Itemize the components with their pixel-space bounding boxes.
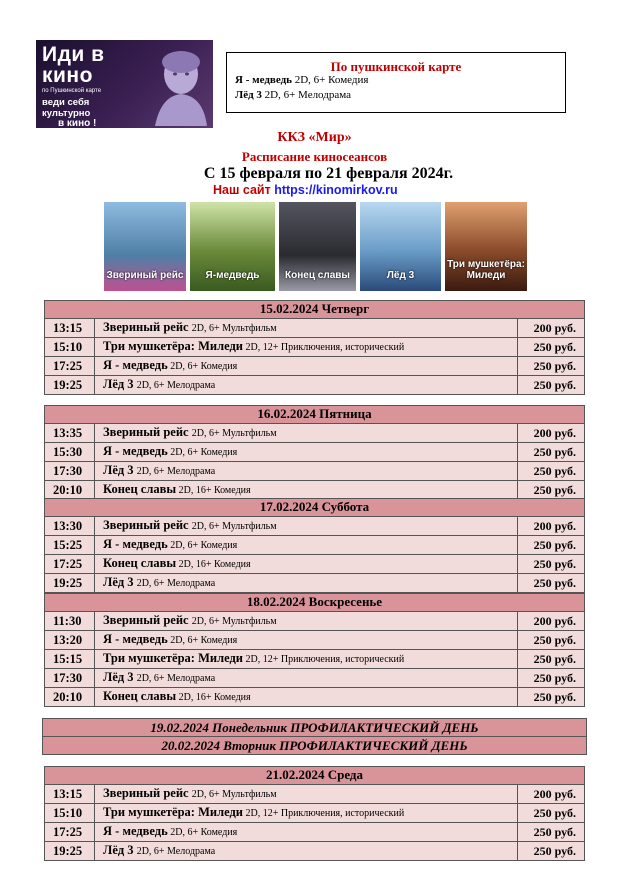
movie-info: 2D, 6+ Комедия — [167, 446, 238, 458]
table-row — [45, 535, 585, 554]
movie-name: Лёд 3 — [103, 462, 137, 477]
session-price: 200 руб. — [518, 611, 585, 630]
session-title — [95, 423, 518, 442]
pushkin-card-promo-banner — [36, 40, 213, 128]
table-row — [45, 337, 585, 356]
poster-i-bear[interactable] — [190, 202, 275, 291]
movie-name: Звериный рейс — [103, 517, 192, 532]
movie-name: Конец славы — [103, 688, 177, 703]
session-title — [95, 461, 518, 480]
movie-info: 2D, 6+ Комедия — [167, 634, 238, 646]
poster-title: Звериный рейс — [106, 270, 184, 281]
movie-info: 2D, 16+ Комедия — [176, 691, 251, 703]
session-time: 17:25 — [45, 554, 95, 573]
session-price: 250 руб. — [518, 554, 585, 573]
session-title — [95, 318, 518, 337]
session-title — [95, 356, 518, 375]
poster-three-musketeers[interactable] — [445, 202, 527, 291]
promo-line-3: веди себя — [42, 97, 90, 108]
movie-name: Три мушкетёра: Миледи — [103, 804, 243, 819]
movie-name: Лёд 3 — [103, 376, 137, 391]
session-price: 250 руб. — [518, 668, 585, 687]
session-price: 250 руб. — [518, 375, 585, 394]
session-time: 13:20 — [45, 630, 95, 649]
session-title — [95, 630, 518, 649]
pushkin-item-name: Лёд 3 — [235, 89, 262, 101]
movie-name: Я - медведь — [103, 631, 168, 646]
session-time: 13:35 — [45, 423, 95, 442]
table-row — [45, 442, 585, 461]
session-price: 250 руб. — [518, 442, 585, 461]
table-row — [45, 375, 585, 394]
poster-end-of-glory[interactable] — [279, 202, 356, 291]
session-time: 15:30 — [45, 442, 95, 461]
schedule-day-table — [44, 766, 585, 861]
movie-name: Лёд 3 — [103, 669, 137, 684]
movie-name: Три мушкетёра: Миледи — [103, 338, 243, 353]
movie-info: 2D, 16+ Комедия — [176, 484, 251, 496]
session-time: 17:25 — [45, 356, 95, 375]
table-row — [45, 784, 585, 803]
movie-info: 2D, 12+ Приключения, исторический — [243, 341, 405, 353]
pushkin-card-box — [226, 52, 566, 113]
poster-animal-race[interactable] — [104, 202, 186, 291]
pushkin-item-name: Я - медведь — [235, 74, 292, 86]
session-price: 250 руб. — [518, 803, 585, 822]
session-price: 200 руб. — [518, 516, 585, 535]
table-row — [45, 356, 585, 375]
session-time: 17:30 — [45, 668, 95, 687]
session-title — [95, 554, 518, 573]
session-title — [95, 480, 518, 499]
movie-info: 2D, 6+ Мультфильм — [191, 427, 277, 439]
website-link[interactable]: https://kinomirkov.ru — [274, 183, 398, 197]
session-title — [95, 687, 518, 706]
session-title — [95, 841, 518, 860]
session-price: 250 руб. — [518, 630, 585, 649]
movie-info: 2D, 6+ Мультфильм — [191, 520, 277, 532]
pushkin-item-info: 2D, 6+ Мелодрама — [264, 89, 351, 101]
session-title — [95, 442, 518, 461]
movie-name: Я - медведь — [103, 823, 168, 838]
session-title — [95, 611, 518, 630]
pushkin-box-title: По пушкинской карте — [330, 59, 462, 74]
pushkin-box-item — [235, 89, 351, 101]
session-time: 20:10 — [45, 687, 95, 706]
movie-name: Я - медведь — [103, 357, 168, 372]
schedule-day-table — [44, 405, 585, 500]
table-row — [45, 687, 585, 706]
session-time: 19:25 — [45, 841, 95, 860]
website-label: Наш сайт — [213, 183, 271, 197]
session-price: 200 руб. — [518, 423, 585, 442]
poster-title: Три мушкетёра: Миледи — [447, 259, 525, 281]
session-time: 15:25 — [45, 535, 95, 554]
session-time: 11:30 — [45, 611, 95, 630]
movie-name: Я - медведь — [103, 536, 168, 551]
session-price: 200 руб. — [518, 784, 585, 803]
maintenance-day: 19.02.2024 Понедельник ПРОФИЛАКТИЧЕСКИЙ ДЕНЬ — [42, 718, 587, 737]
movie-info: 2D, 6+ Мелодрама — [136, 672, 216, 684]
poster-title: Лёд 3 — [386, 270, 415, 281]
schedule-day-table — [44, 593, 585, 707]
table-row — [45, 480, 585, 499]
session-title — [95, 516, 518, 535]
session-price: 250 руб. — [518, 480, 585, 499]
session-time: 19:25 — [45, 375, 95, 394]
session-title — [95, 535, 518, 554]
movie-info: 2D, 6+ Мелодрама — [136, 845, 216, 857]
schedule-subtitle: Расписание киносеансов — [241, 149, 388, 164]
movie-name: Звериный рейс — [103, 612, 192, 627]
session-title — [95, 573, 518, 592]
poster-title: Я-медведь — [205, 270, 260, 281]
promo-line-1: Иди в — [42, 43, 105, 66]
movie-info: 2D, 12+ Приключения, исторический — [243, 807, 405, 819]
session-price: 250 руб. — [518, 822, 585, 841]
movie-name: Конец славы — [103, 481, 177, 496]
movie-info: 2D, 6+ Мультфильм — [191, 615, 277, 627]
movie-name: Три мушкетёра: Миледи — [103, 650, 243, 665]
session-title — [95, 649, 518, 668]
movie-info: 2D, 6+ Мультфильм — [191, 788, 277, 800]
session-time: 17:25 — [45, 822, 95, 841]
org-title: ККЗ «Мир» — [277, 130, 352, 145]
movie-name: Звериный рейс — [103, 785, 192, 800]
promo-sub: по Пушкинской карте — [42, 88, 102, 94]
session-time: 19:25 — [45, 573, 95, 592]
movie-info: 2D, 6+ Комедия — [167, 539, 238, 551]
movie-name: Лёд 3 — [103, 842, 137, 857]
session-price: 250 руб. — [518, 535, 585, 554]
movie-info: 2D, 16+ Комедия — [176, 558, 251, 570]
movie-name: Я - медведь — [103, 443, 168, 458]
session-price: 250 руб. — [518, 356, 585, 375]
promo-line-2: кино — [42, 64, 93, 87]
poster-title: Конец славы — [285, 270, 350, 281]
session-title — [95, 375, 518, 394]
table-row — [45, 668, 585, 687]
session-time: 13:15 — [45, 784, 95, 803]
session-title — [95, 822, 518, 841]
table-row — [45, 630, 585, 649]
movie-info: 2D, 6+ Мультфильм — [191, 322, 277, 334]
session-price: 200 руб. — [518, 318, 585, 337]
table-row — [45, 649, 585, 668]
session-price: 250 руб. — [518, 841, 585, 860]
promo-line-4: культурно — [42, 108, 91, 119]
session-title — [95, 337, 518, 356]
session-title — [95, 668, 518, 687]
pushkin-bust-icon — [147, 48, 209, 126]
day-header: 21.02.2024 Среда — [45, 767, 585, 785]
movie-name: Звериный рейс — [103, 319, 192, 334]
session-price: 250 руб. — [518, 573, 585, 592]
day-header: 18.02.2024 Воскресенье — [45, 594, 585, 612]
pushkin-item-info: 2D, 6+ Комедия — [294, 74, 369, 86]
day-header: 15.02.2024 Четверг — [45, 301, 585, 319]
maintenance-days — [42, 718, 587, 755]
session-time: 17:30 — [45, 461, 95, 480]
movie-info: 2D, 6+ Комедия — [167, 360, 238, 372]
session-time: 20:10 — [45, 480, 95, 499]
movie-name: Конец славы — [103, 555, 177, 570]
table-row — [45, 573, 585, 592]
website-line — [213, 183, 398, 197]
maintenance-day: 20.02.2024 Вторник ПРОФИЛАКТИЧЕСКИЙ ДЕНЬ — [42, 737, 587, 755]
table-row — [45, 803, 585, 822]
table-row — [45, 841, 585, 860]
movie-info: 2D, 6+ Мелодрама — [136, 379, 216, 391]
pushkin-box-item — [235, 74, 368, 86]
table-row — [45, 461, 585, 480]
schedule-day-table — [44, 498, 585, 593]
session-time: 13:30 — [45, 516, 95, 535]
movie-info: 2D, 6+ Мелодрама — [136, 465, 216, 477]
session-title — [95, 784, 518, 803]
session-price: 250 руб. — [518, 461, 585, 480]
promo-line-5: в кино ! — [58, 118, 97, 128]
session-time: 13:15 — [45, 318, 95, 337]
session-time: 15:10 — [45, 337, 95, 356]
movie-name: Звериный рейс — [103, 424, 192, 439]
session-time: 15:15 — [45, 649, 95, 668]
table-row — [45, 516, 585, 535]
table-row — [45, 318, 585, 337]
movie-name: Лёд 3 — [103, 574, 137, 589]
session-price: 250 руб. — [518, 337, 585, 356]
session-price: 250 руб. — [518, 687, 585, 706]
day-header: 17.02.2024 Суббота — [45, 499, 585, 517]
poster-ice-3[interactable] — [360, 202, 441, 291]
table-row — [45, 554, 585, 573]
session-time: 15:10 — [45, 803, 95, 822]
table-row — [45, 611, 585, 630]
schedule-day-table — [44, 300, 585, 395]
session-title — [95, 803, 518, 822]
movie-info: 2D, 12+ Приключения, исторический — [243, 653, 405, 665]
session-price: 250 руб. — [518, 649, 585, 668]
movie-info: 2D, 6+ Мелодрама — [136, 577, 216, 589]
table-row — [45, 822, 585, 841]
movie-info: 2D, 6+ Комедия — [167, 826, 238, 838]
table-row — [45, 423, 585, 442]
date-range: С 15 февраля по 21 февраля 2024г. — [203, 165, 454, 182]
day-header: 16.02.2024 Пятница — [45, 406, 585, 424]
